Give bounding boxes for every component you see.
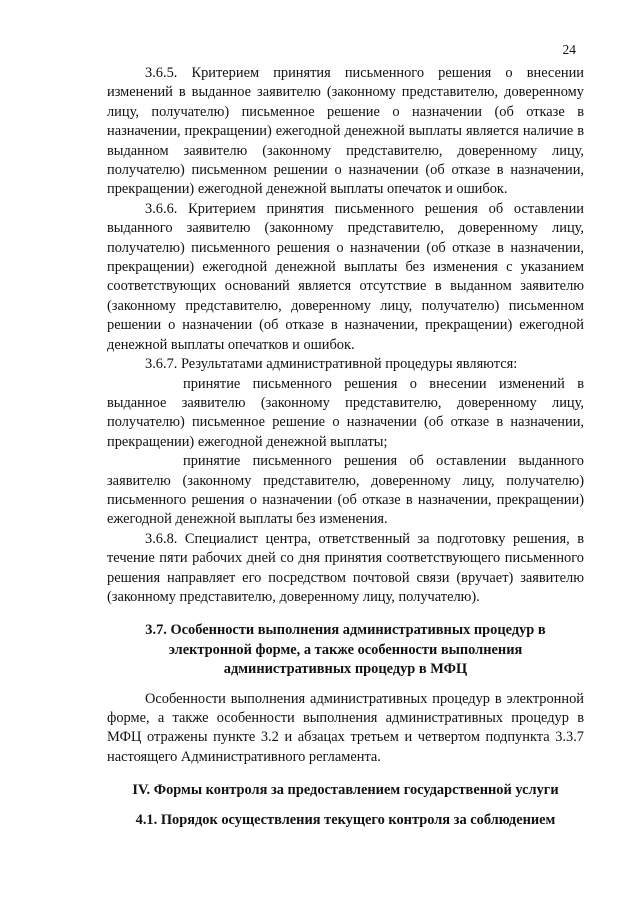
paragraph-3-6-8: 3.6.8. Специалист центра, ответственный за подготовку решения, в течение пяти рабочих дней со дня принятия соответствующего письменного решения направляет его посредством почтовой связи (вручает) заявителю (законному представителю, доверенному лицу, получателю). [107, 530, 584, 605]
part-4-heading: IV. Формы контроля за предоставлением государственной услуги [132, 782, 559, 799]
result-item-1: принятие письменного решения о внесении изменений в выданное заявителю (законному представителю, доверенному лицу, получателю) письменное решение о назначении (об отказе в назначении, прекращении) ежегодной денежной выплаты; [107, 375, 584, 450]
page-number: 24 [562, 42, 576, 57]
result-item-2: принятие письменного решения об оставлении выданного заявителю (законному представителю, доверенному лицу, получателю) письменного решения о назначении (об отказе в назначении, прекращении) ежегодной денежной выплаты без изменения. [107, 453, 584, 528]
section-3-7-heading: 3.7. Особенности выполнения административных процедур в электронной форме, а также особенности выполнения административных процедур в МФЦ [145, 622, 546, 678]
section-3-7-text: Особенности выполнения административных процедур в электронной форме, а также особенности выполнения административных процедур в МФЦ отражены пункте 3.2 и абзацах третьем и четвертом подпункта 3.3.7 настоящего Административного регламента. [107, 690, 584, 765]
document-body [107, 64, 584, 830]
section-4-1-heading: 4.1. Порядок осуществления текущего контроля за соблюдением [135, 811, 556, 828]
paragraph-3-6-6: 3.6.6. Критерием принятия письменного решения об оставлении выданного заявителю (законному представителю, доверенному лицу, получателю) письменного решения о назначении (об отказе в назначении, прекращении) ежегодной денежной выплаты без изменения с указанием соответствующих оснований является отсутствие в выданном заявителю (законному представителю, доверенному лицу, получателю) письменном решении о назначении (об отказе в назначении, прекращении) ежегодной денежной выплаты опечатков и ошибок. [107, 200, 584, 353]
paragraph-3-6-5: 3.6.5. Критерием принятия письменного решения о внесении изменений в выданное заявителю (законному представителю, доверенному лицу, получателю) письменное решение о назначении (об отказе в назначении, прекращении) ежегодной денежной выплаты является наличие в выданном заявителю (законному представителю, доверенному лицу, получателю) письменном решении о назначении (об отказе в назначении, прекращении) ежегодной денежной выплаты опечаток и ошибок. [107, 65, 584, 198]
paragraph-3-6-7: 3.6.7. Результатами административной процедуры являются: [145, 356, 518, 373]
